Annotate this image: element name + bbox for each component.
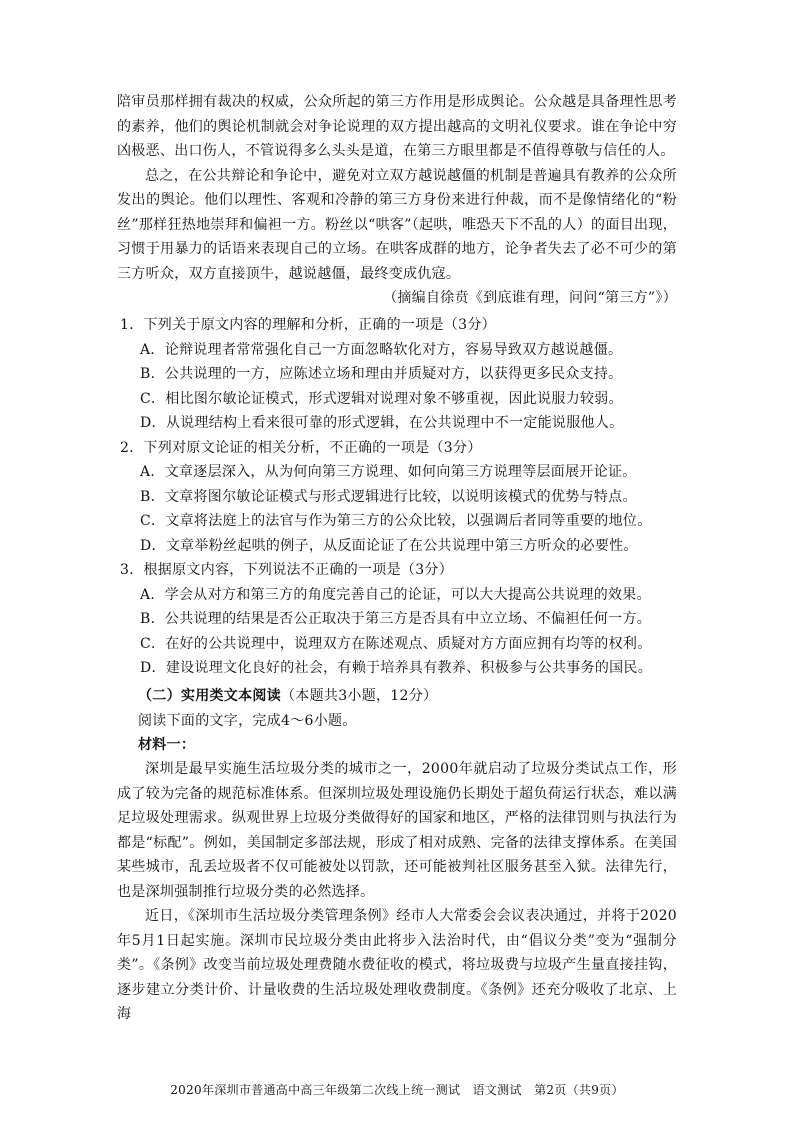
option-a: A．文章逐层深入，从为何向第三方说理、如何向第三方说理等层面展开论证。 <box>140 464 637 480</box>
question-3 <box>120 558 680 681</box>
question-stem: 3．根据原文内容，下列说法不正确的一项是（3分） <box>120 562 454 578</box>
section-title: （二）实用类文本阅读 <box>138 688 281 704</box>
material-one <box>117 757 677 1027</box>
question-list <box>120 313 680 681</box>
section-instruction: 阅读下面的文字，完成4～6小题。 <box>138 712 357 729</box>
material-paragraph: 近日，《深圳市生活垃圾分类管理条例》经市人大常委会会议表决通过，并将于2020年5月1日起实施。深圳市民垃圾分类由此将步入法治时代，由“倡议分类”变为“强制分类”。《条例》改变当前垃圾处理费随水费征收的模式，将垃圾费与垃圾产生量直接挂钩，逐步建立分类计价、计量收费的生活垃圾处理收费制度。《条例》还充分吸收了北京、上海 <box>117 908 677 1022</box>
section-meta: （本题共3小题，12分） <box>281 688 438 704</box>
material-paragraph: 深圳是最早实施生活垃圾分类的城市之一，2000年就启动了垃圾分类试点工作，形成了较为完备的规范标准体系。但深圳垃圾处理设施仍长期处于超负荷运行状态，难以满足垃圾处理需求。纵观世界上垃圾分类做得好的国家和地区，严格的法律罚则与执法行为都是“标配”。例如，美国制定多部法规，形成了相对成熟、完备的法律支撑体系。在美国某些城市，乱丢垃圾者不仅可能被处以罚款，还可能被判社区服务甚至入狱。法律先行，也是深圳强制推行垃圾分类的必然选择。 <box>117 761 677 900</box>
option-c: C．在好的公共说理中，说理双方在陈述观点、质疑对方方面应拥有均等的权利。 <box>140 635 652 652</box>
option-d: D．文章举粉丝起哄的例子，从反面论证了在公共说理中第三方听众的必要性。 <box>140 537 638 554</box>
question-stem: 2．下列对原文论证的相关分析，不正确的一项是（3分） <box>120 439 482 456</box>
question-2 <box>120 436 680 559</box>
option-a: A．学会从对方和第三方的角度完善自己的论证，可以大大提高公共说理的效果。 <box>140 586 651 603</box>
question-1 <box>120 313 680 436</box>
source-citation: （摘编自徐贲《到底谁有理，问问“第三方”》） <box>383 290 677 306</box>
passage-top <box>117 90 677 311</box>
option-d: D．从说理结构上看来很可靠的形式逻辑，在公共说理中不一定能说服他人。 <box>140 415 624 431</box>
option-b: B．公共说理的结果是否公正取决于第三方是否具有中立立场、不偏袒任何一方。 <box>140 611 652 627</box>
section-title-line <box>138 684 678 709</box>
material-label: 材料一： <box>138 737 196 753</box>
option-a: A．论辩说理者常常强化自己一方面忽略软化对方，容易导致双方越说越僵。 <box>140 341 623 358</box>
question-stem: 1．下列关于原文内容的理解和分析，正确的一项是（3分） <box>120 317 496 333</box>
option-b: B．公共说理的一方，应陈述立场和理由并质疑对方，以获得更多民众支持。 <box>140 366 623 382</box>
option-d: D．建设说理文化良好的社会，有赖于培养具有教养、积极参与公共事务的国民。 <box>140 660 653 676</box>
page-footer: 2020年深圳市普通高中高三年级第二次线上统一测试 语文测试 第2页（共9页） <box>170 1083 624 1097</box>
passage-paragraph: 总之，在公共辩论和争论中，避免对立双方越说越僵的机制是普遍具有教养的公众所发出的舆论。他们以理性、客观和冷静的第三方身份来进行仲裁，而不是像情绪化的“粉丝”那样狂热地崇拜和偏袒一方。粉丝以“哄客”（起哄，唯恐天下不乱的人）的面目出现，习惯于用暴力的话语来表现自己的立场。在哄客成群的地方，论争者失去了必不可少的第三方听众，双方直接顶牛，越说越僵，最终变成仇寇。 <box>117 167 677 282</box>
section-header <box>138 684 678 758</box>
passage-paragraph: 陪审员那样拥有裁决的权威，公众所起的第三方作用是形成舆论。公众越是具备理性思考的素养，他们的舆论机制就会对争论说理的双方提出越高的文明礼仪要求。谁在争论中穷凶极恶、出口伤人，不管说得多么头头是道，在第三方眼里都是不值得尊敬与信任的人。 <box>117 94 677 159</box>
option-c: C．文章将法庭上的法官与作为第三方的公众比较，以强调后者同等重要的地位。 <box>140 513 652 529</box>
option-b: B．文章将图尔敏论证模式与形式逻辑进行比较，以说明该模式的优势与特点。 <box>140 488 637 505</box>
option-c: C．相比图尔敏论证模式，形式逻辑对说理对象不够重视，因此说服力较弱。 <box>140 390 623 407</box>
